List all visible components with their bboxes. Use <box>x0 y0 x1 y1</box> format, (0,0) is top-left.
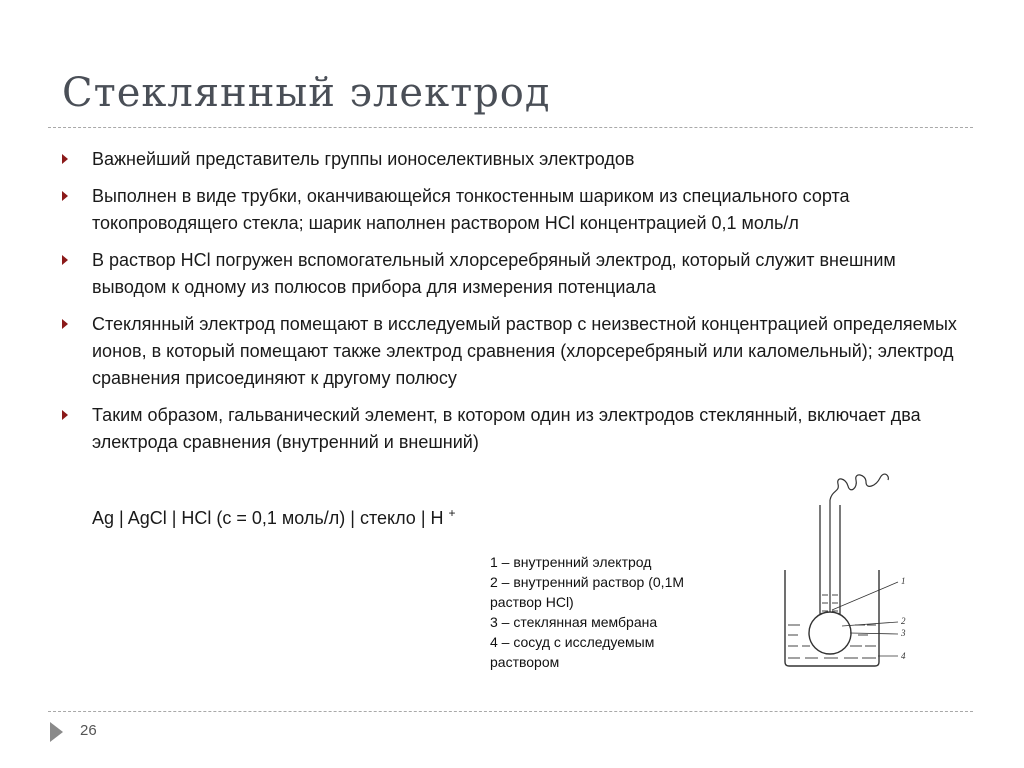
legend-line: 1 – внутренний электрод <box>490 554 652 570</box>
bullet-text: В раствор HCl погружен вспомогательный хлорсеребряный электрод, который служит внешним выводом к одному из полюсов прибора для измерения потенциала <box>92 250 896 297</box>
legend-line: 3 – стеклянная мембрана <box>490 614 658 630</box>
bullet-triangle-icon <box>62 154 68 164</box>
label-2: 2 <box>901 616 906 626</box>
bullet-text: Таким образом, гальванический элемент, в котором один из электродов стеклянный, включает два электрода сравнения (внутренний и внешний) <box>92 405 921 452</box>
legend-line: раствором <box>490 654 560 670</box>
label-1: 1 <box>901 576 906 586</box>
bullet-list <box>62 146 962 466</box>
title-divider <box>48 127 973 128</box>
glass-electrode-diagram <box>770 470 920 675</box>
bullet-item <box>62 247 962 301</box>
bullet-text: Важнейший представитель группы ионоселективных электродов <box>92 149 635 169</box>
bullet-item <box>62 311 962 392</box>
bullet-item <box>62 402 962 456</box>
bullet-triangle-icon <box>62 410 68 420</box>
wire-lead <box>830 474 888 500</box>
bullet-item <box>62 146 962 173</box>
bullet-triangle-icon <box>62 255 68 265</box>
glass-membrane-bulb <box>809 612 851 654</box>
page-number: 26 <box>80 722 97 739</box>
label-3: 3 <box>901 628 906 638</box>
page-triangle-icon <box>50 722 63 742</box>
formula-superscript: + <box>448 506 456 520</box>
legend-line: 4 – сосуд с исследуемым <box>490 634 655 650</box>
diagram-legend <box>490 552 750 672</box>
bullet-triangle-icon <box>62 191 68 201</box>
bullet-text: Стеклянный электрод помещают в исследуемый раствор с неизвестной концентрацией определяемых ионов, в который помещают также электрод сравнения (хлорсеребряный или каломельный); электрод сравнения присоединяют к другому полюсу <box>92 314 957 388</box>
legend-line: 2 – внутренний раствор (0,1М <box>490 574 685 590</box>
formula-text: Ag | AgCl | HCl (c = 0,1 моль/л) | стекло | H <box>92 508 444 528</box>
bullet-item <box>62 183 962 237</box>
bullet-triangle-icon <box>62 319 68 329</box>
cell-formula <box>92 506 456 529</box>
slide-title: Стеклянный электрод <box>62 70 551 116</box>
label-4: 4 <box>901 651 906 661</box>
bullet-text: Выполнен в виде трубки, оканчивающейся тонкостенным шариком из специального сорта токопроводящего стекла; шарик наполнен раствором HCl концентрацией 0,1 моль/л <box>92 186 850 233</box>
legend-line: раствор HCl) <box>490 594 574 610</box>
footer-divider <box>48 711 973 712</box>
